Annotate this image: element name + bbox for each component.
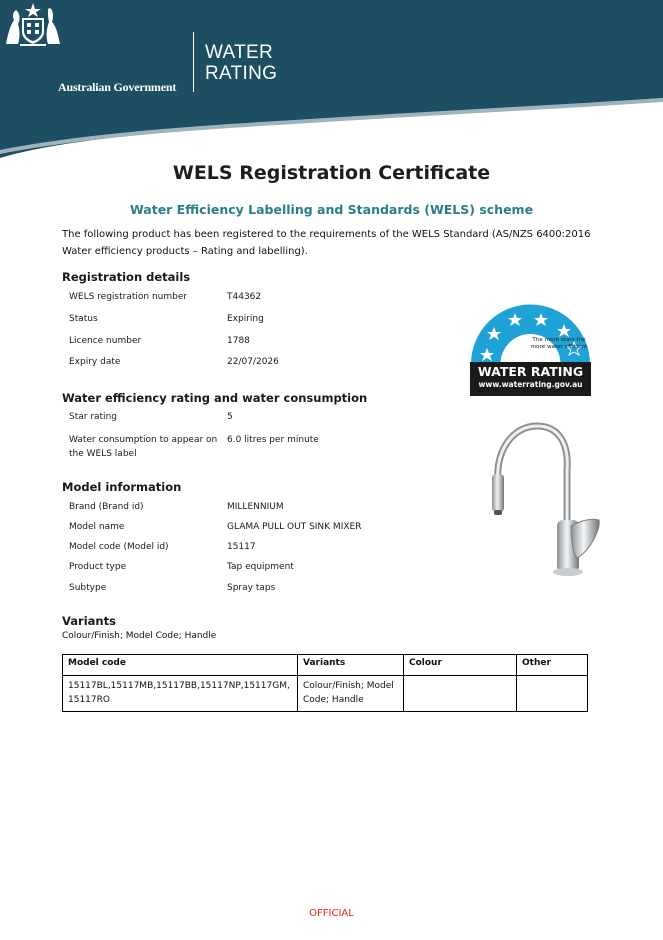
water-rating-logo-text: [205, 42, 277, 84]
column-header-other: Other: [517, 655, 588, 676]
model-code-value: 15117: [227, 542, 256, 552]
model-name-value: GLAMA PULL OUT SINK MIXER: [227, 522, 362, 532]
brand-value: MILLENNIUM: [227, 502, 284, 512]
product-type-value: Tap equipment: [227, 562, 294, 572]
cell-other: [517, 676, 588, 712]
star-rating-value: 5: [227, 412, 233, 422]
star-rating-label: Star rating: [69, 412, 117, 422]
label-url: www.waterrating.gov.au: [478, 380, 583, 389]
column-header-model-code: Model code: [63, 655, 298, 676]
product-type-label: Product type: [69, 562, 127, 572]
page-title: WELS Registration Certificate: [172, 162, 491, 184]
model-code-label: Model code (Model id): [69, 542, 169, 552]
australian-government-label: Australian Government: [58, 80, 177, 94]
cell-colour: [404, 676, 517, 712]
table-header-row: [63, 655, 588, 676]
column-header-variants: Variants: [298, 655, 404, 676]
coat-of-arms-icon: [0, 0, 66, 48]
variants-subheading: Colour/Finish; Model Code; Handle: [62, 631, 217, 641]
intro-text: The following product has been registered to the requirements of the WELS Standard (AS/NZS 6400:2016 Water efficiency products – Rating and labelling).: [62, 229, 591, 257]
header-banner: [0, 0, 663, 170]
brand-line-1: WATER: [205, 42, 273, 63]
variants-table: [62, 654, 588, 712]
expiry-date-value: 22/07/2026: [227, 357, 279, 367]
licence-number-value: 1788: [227, 336, 250, 346]
column-header-colour: Colour: [404, 655, 517, 676]
brand-line-2: RATING: [205, 63, 278, 84]
header-divider: [193, 32, 194, 92]
brand-label: Brand (Brand id): [69, 502, 144, 512]
water-consumption-value: 6.0 litres per minute: [227, 435, 319, 445]
status-label: Status: [69, 314, 98, 324]
label-note: The more stars the more water efficient: [530, 337, 588, 350]
subtype-label: Subtype: [69, 583, 107, 593]
variants-heading: Variants: [62, 614, 116, 628]
licence-number-label: Licence number: [69, 336, 142, 346]
water-consumption-label: Water consumption to appear on the WELS label: [69, 435, 218, 459]
registration-heading: Registration details: [62, 270, 191, 284]
tap-product-image: [485, 420, 605, 582]
page-subtitle: Water Efficiency Labelling and Standards (WELS) scheme: [129, 202, 534, 217]
model-name-label: Model name: [69, 522, 125, 532]
model-heading: Model information: [62, 480, 182, 494]
subtype-value: Spray taps: [227, 583, 276, 593]
status-value: Expiring: [227, 314, 264, 324]
expiry-date-label: Expiry date: [69, 357, 121, 367]
official-marking: OFFICIAL: [309, 908, 354, 919]
cell-model-code: 15117BL,15117MB,15117BB,15117NP,15117GM, 15117RO: [63, 676, 298, 712]
label-title: WATER RATING: [477, 364, 584, 379]
registration-number-value: T44362: [227, 292, 262, 302]
efficiency-heading: Water efficiency rating and water consumption: [62, 391, 368, 405]
cell-variants: Colour/Finish; Model Code; Handle: [298, 676, 404, 712]
registration-number-label: WELS registration number: [69, 292, 188, 302]
table-row: [63, 676, 588, 712]
